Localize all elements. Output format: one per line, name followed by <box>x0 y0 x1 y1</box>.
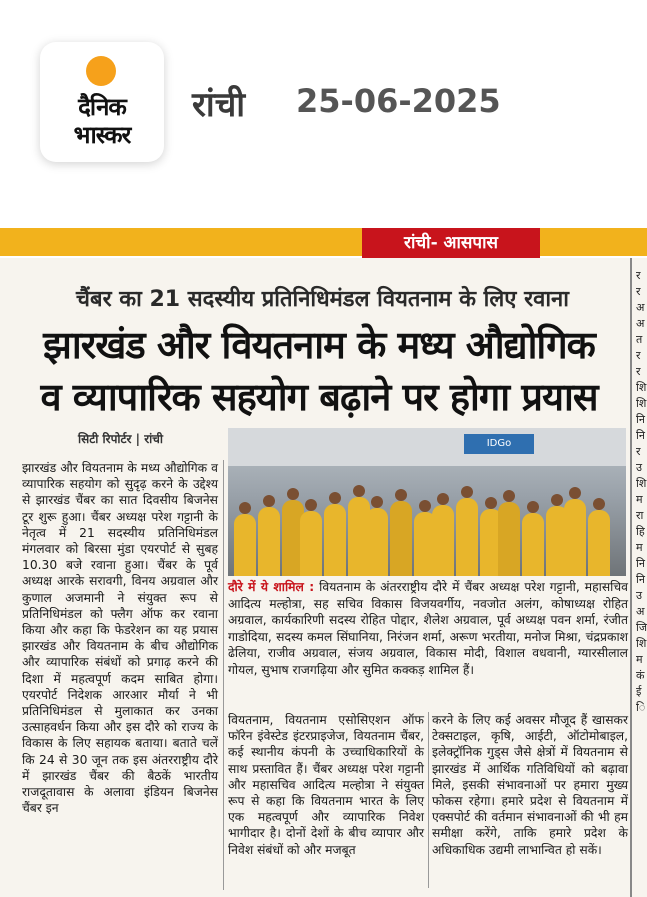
person-figure <box>456 498 478 576</box>
person-figure <box>564 499 586 576</box>
delegation-group <box>228 468 626 576</box>
person-head <box>485 497 497 509</box>
logo-text-line1: दैनिक <box>78 93 126 121</box>
airport-building <box>228 428 626 466</box>
byline: सिटी रिपोर्टर | रांची <box>78 432 163 446</box>
column-rule <box>428 712 429 888</box>
edition-city: रांची <box>192 85 246 125</box>
person-head <box>551 494 563 506</box>
person-figure <box>300 511 322 576</box>
adjacent-column-fragment: र र अ अ त र र शि शि नि नि र उ शि म रा हि म नि नि उ अ जि शि म कं ई ि <box>636 269 647 714</box>
caption-lead: दौरे में ये शामिल : <box>228 580 315 594</box>
delegation-photo <box>228 428 626 576</box>
person-head <box>419 500 431 512</box>
airport-sign: IDGo <box>464 434 534 454</box>
person-head <box>461 486 473 498</box>
person-figure <box>366 508 388 576</box>
person-figure <box>522 513 544 576</box>
person-head <box>593 498 605 510</box>
person-head <box>395 489 407 501</box>
column-divider <box>630 258 632 897</box>
person-figure <box>258 507 280 576</box>
person-figure <box>324 504 346 576</box>
person-figure <box>588 510 610 576</box>
person-head <box>437 493 449 505</box>
section-label: रांची- आसपास <box>362 228 540 258</box>
person-head <box>239 502 251 514</box>
headline-line2: व व्यापारिक सहयोग बढ़ाने पर होगा प्रयास <box>40 375 598 419</box>
person-head <box>305 499 317 511</box>
article-column-right: करने के लिए कई अवसर मौजूद हैं खासकर टेक्सटाइल, कृषि, आईटी, ऑटोमोबाइल, इलेक्ट्रॉनिक गुड्स जैसे क्षेत्रों में वियतनाम से झारखंड में आर्थिक गतिविधियों को बढ़ावा मिले, इसकी संभावनाओं पर हमारा मुख्य फोकस रहेगा। हमारे प्रदेश से वियतनाम में एक्सपोर्ट की वर्तमान संभावनाओं की भी हम समीक्षा करेंगे, ताकि हमारे प्रदेश के अधिकाधिक उद्यमी लाभान्वित हो सकें। <box>432 713 628 857</box>
page-header <box>0 0 647 210</box>
section-band <box>0 228 647 256</box>
column-rule <box>223 460 224 890</box>
caption-text: वियतनाम के अंतरराष्ट्रीय दौरे में चैंबर अध्यक्ष परेश गट्टानी, महासचिव आदित्य मल्होत्रा, सह सचिव विकास विजयवर्गीय, नवजोत अलंग, कोषाध्यक्ष रोहित अग्रवाल, कार्यकारिणी सदस्य रोहित पोद्दार, शैलेश अग्रवाल, पूर्व अध्यक्ष पवन शर्मा, रंजीत गाडोदिया, सदस्य कमल सिंघानिया, निरंजन शर्मा, अरूण भरतीया, मनोज मिश्रा, चंद्रप्रकाश ढेलिया, राजीव अग्रवाल, संजय अग्रवाल, विकास मोदी, विशाल वधवानी, ग्यारसीलाल गोयल, सुभाष राजगढ़िया और सुमित कक्कड़ शामिल हैं। <box>228 580 628 677</box>
sun-icon <box>86 56 116 86</box>
logo-text-line2: भास्कर <box>73 121 131 149</box>
person-figure <box>234 514 256 576</box>
person-head <box>371 496 383 508</box>
person-head <box>353 485 365 497</box>
article-column-middle: वियतनाम, वियतनाम एसोसिएशन ऑफ फॉरेन इंवेस्टेड इंटरप्राइजेज, वियतनाम चैंबर, कई स्थानीय कंपनी के उच्चाधिकारियों के साथ प्रस्तावित हैं। चैंबर अध्यक्ष परेश गट्टानी और महासचिव आदित्य मल्होत्रा ने संयुक्त रूप से कहा कि वियतनाम भारत के लिए एक महत्वपूर्ण और व्यापारिक निवेश भागीदार है। दोनों देशों के बीच व्यापार और निवेश संबंधों को और मजबूत <box>228 713 424 857</box>
headline-line1: झारखंड और वियतनाम के मध्य औद्योगिक <box>43 323 595 367</box>
edition-date: 25-06-2025 <box>296 82 501 120</box>
person-head <box>329 492 341 504</box>
person-figure <box>432 505 454 576</box>
dainik-bhaskar-logo <box>40 42 164 162</box>
person-figure <box>390 501 412 576</box>
person-head <box>263 495 275 507</box>
person-head <box>527 501 539 513</box>
person-head <box>287 488 299 500</box>
person-figure <box>498 502 520 576</box>
photo-caption <box>228 579 628 678</box>
article-kicker: चैंबर का 21 सदस्यीय प्रतिनिधिमंडल वियतनाम के लिए रवाना <box>76 287 569 312</box>
article-column-left: झारखंड और वियतनाम के मध्य औद्योगिक व व्यापारिक सहयोग को सुदृढ़ करने के उद्देश्य से झारखंड चैंबर का सात दिवसीय बिजनेस टूर शुरू हुआ। चैंबर अध्यक्ष परेश गट्टानी के नेतृत्व में 21 सदस्यीय प्रतिनिधिमंडल मंगलवार को बिरसा मुंडा एयरपोर्ट से सुबह 10.30 बजे रवाना हुआ। चैंबर के पूर्व अध्यक्ष आरके सरावगी, विनय अग्रवाल और कुणाल अजमानी ने संयुक्त रूप से प्रतिनिधिमंडल को फ्लैग ऑफ कर रवाना किया और कहा कि फेडरेशन का यह प्रयास झारखंड और वियतनाम के बीच औद्योगिक और व्यापारिक संबंधों को प्रगाढ़ करने की दिशा में महत्वपूर्ण कदम साबित होगा। एयरपोर्ट निदेशक आरआर मौर्या ने भी प्रतिनिधिमंडल से मुलाकात कर उनका उत्साहवर्धन किया और इस दौरे को राज्य के विकास के लिए सहायक बताया। बताते चलें कि 24 से 30 जून तक इस अंतरराष्ट्रीय दौरे में झारखंड चैंबर की बैठकें भारतीय राजदूतावास के अलावा इंडियन बिजनेस चैंबर इन <box>22 461 218 816</box>
person-head <box>569 487 581 499</box>
person-head <box>503 490 515 502</box>
